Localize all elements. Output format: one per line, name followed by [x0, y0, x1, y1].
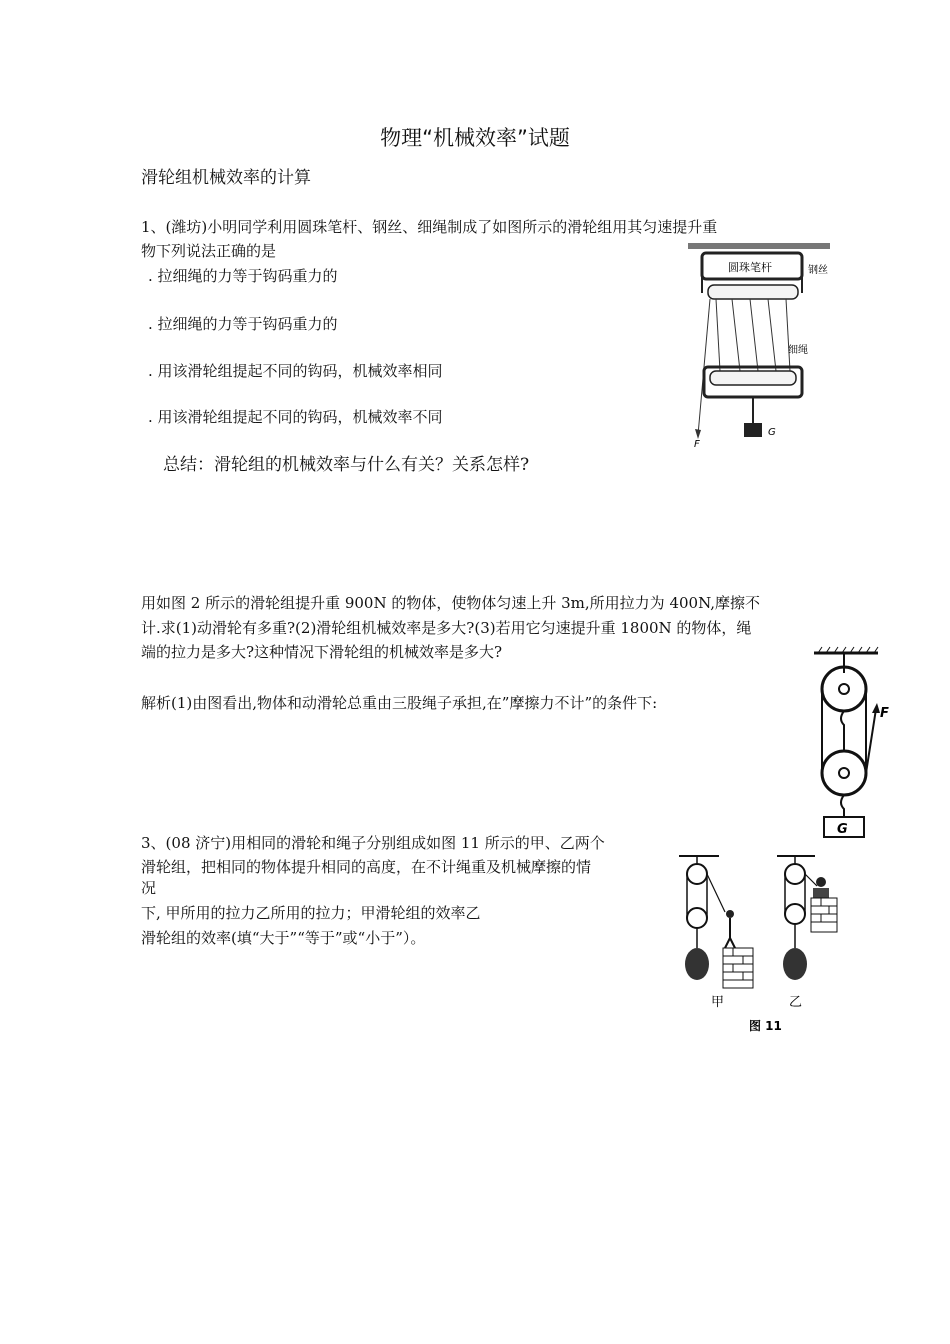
q1-fig-label-weight: G: [768, 427, 776, 438]
q1-fig-label-wire: 钢丝: [808, 265, 828, 276]
q2-fig-label-force: F: [880, 706, 889, 721]
q1-option-d: . 用该滑轮组提起不同的钩码，机械效率不同: [148, 408, 443, 426]
q2-line-1: 用如图 2 所示的滑轮组提升重 900N 的物体，使物体匀速上升 3m,所用拉力为 400N,摩擦不: [141, 594, 761, 612]
q2-analysis: 解析(1)由图看出,物体和动滑轮总重由三股绳子承担,在”摩擦力不计”的条件下:: [141, 694, 658, 712]
q3-line-1: 3、(08 济宁)用相同的滑轮和绳子分别组成如图 11 所示的甲、乙两个: [141, 834, 605, 852]
q3-line-4: 下, 甲所用的拉力乙所用的拉力；甲滑轮组的效率乙: [141, 904, 481, 922]
q2-line-3: 端的拉力是多大?这种情况下滑轮组的机械效率是多大?: [141, 643, 503, 661]
q3-pulley-figure: [675, 852, 845, 1037]
q1-line-2: 物下列说法正确的是: [141, 242, 277, 260]
q1-option-c: . 用该滑轮组提起不同的钩码，机械效率相同: [148, 362, 443, 380]
q2-fig-label-weight: G: [837, 822, 848, 837]
q1-option-b: . 拉细绳的力等于钩码重力的: [148, 315, 338, 333]
q1-fig-label-pen: 圆珠笔杆: [728, 261, 772, 274]
q3-fig-label-right: 乙: [789, 995, 803, 1010]
q2-line-2: 计.求(1)动滑轮有多重?(2)滑轮组机械效率是多大?(3)若用它匀速提升重 1800N 的物体，绳: [141, 619, 752, 637]
q3-fig-label-left: 甲: [711, 995, 725, 1010]
q1-option-a: . 拉细绳的力等于钩码重力的: [148, 267, 338, 285]
q3-fig-caption: 图 11: [749, 1019, 782, 1033]
q3-line-3: 况: [141, 879, 157, 897]
section-heading: 滑轮组机械效率的计算: [141, 168, 311, 188]
q1-summary: 总结：滑轮组的机械效率与什么有关？关系怎样?: [163, 455, 530, 475]
q3-line-2: 滑轮组，把相同的物体提升相同的高度，在不计绳重及机械摩擦的情: [141, 858, 592, 876]
q2-pulley-figure: [810, 645, 895, 840]
q3-line-5: 滑轮组的效率(填“大于”“等于”或“小于”）。: [141, 929, 426, 947]
q1-fig-label-force: F: [694, 439, 700, 450]
q1-pulley-figure: [688, 243, 830, 453]
page-title: 物理“机械效率”试题: [380, 126, 570, 150]
q1-line-1: 1、(潍坊)小明同学利用圆珠笔杆、钢丝、细绳制成了如图所示的滑轮组用其匀速提升重: [141, 218, 718, 236]
q1-fig-label-rope: 细绳: [788, 345, 808, 356]
